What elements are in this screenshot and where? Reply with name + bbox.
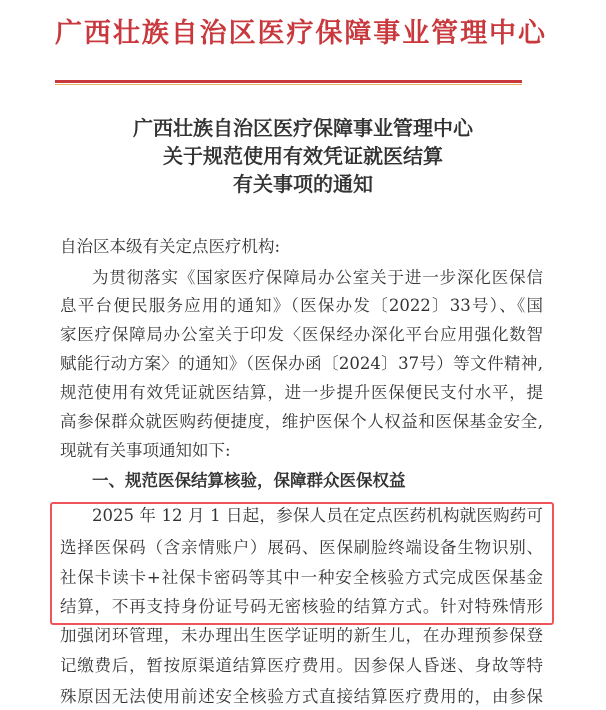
paragraph-line: 高参保群众就医购药便捷度，维护医保个人权益和医保基金安全, (60, 412, 543, 431)
paragraph-line: 殊原因无法使用前述安全核验方式直接结算医疗费用的，由参保 (60, 687, 543, 706)
section-heading: 一、规范医保结算核验，保障群众医保权益 (92, 471, 406, 490)
document-title-line-3: 有关事项的通知 (233, 172, 373, 196)
paragraph-line: 为贯彻落实《国家医疗保障局办公室关于进一步深化医保信 (92, 268, 543, 287)
paragraph-line: 家医疗保障局办公室关于印发〈医保经办深化平台应用强化数智 (60, 325, 543, 344)
paragraph-line: 现就有关事项通知如下: (60, 441, 231, 460)
letterhead-red-rule (55, 80, 522, 83)
letterhead-org-name: 广西壮族自治区医疗保障事业管理中心 (55, 18, 545, 49)
paragraph-line: 息平台便民服务应用的通知》（医保办发〔2022〕33号）、《国 (60, 296, 543, 315)
paragraph-line: 记缴费后，暂按原渠道结算医疗费用。因参保人昏迷、身故等特 (60, 656, 543, 675)
document-title-line-2: 关于规范使用有效凭证就医结算 (163, 144, 443, 168)
highlighted-line: 社保卡读卡+社保卡密码等其中一种安全核验方式完成医保基金 (60, 568, 543, 587)
highlighted-line: 结算，不再支持身份证号码无密核验的结算方式。针对特殊情形 (60, 597, 543, 616)
paragraph-line: 加强闭环管理，未办理出生医学证明的新生儿，在办理预参保登 (60, 626, 543, 645)
letterhead-gold-rule (55, 84, 522, 85)
salutation: 自治区本级有关定点医疗机构: (60, 237, 281, 256)
paragraph-line: 赋能行动方案〉的通知》（医保办函〔2024〕37号）等文件精神, (60, 354, 543, 373)
highlighted-line: 2025 年 12 月 1 日起，参保人员在定点医药机构就医购药可 (92, 506, 543, 525)
paragraph-line: 规范使用有效凭证就医结算，进一步提升医保便民支付水平，提 (60, 383, 543, 402)
highlighted-line: 选择医保码（含亲情账户）展码、医保刷脸终端设备生物识别、 (60, 538, 543, 557)
document-title-line-1: 广西壮族自治区医疗保障事业管理中心 (133, 116, 473, 140)
